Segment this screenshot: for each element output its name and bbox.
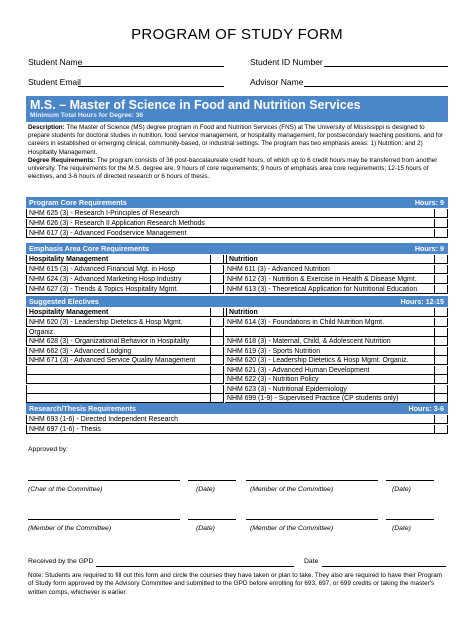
table-row xyxy=(26,265,448,274)
course-checkbox[interactable] xyxy=(210,308,224,317)
course-checkbox[interactable] xyxy=(434,255,448,264)
table-row xyxy=(26,308,448,317)
member2-signature-line[interactable] xyxy=(28,519,180,520)
table-row xyxy=(26,219,448,228)
elective-nutrition-course: NHM 699 (1-9) - Supervised Practice (CP students only) xyxy=(225,394,435,403)
member2-date-label: (Date) xyxy=(196,525,215,532)
course-checkbox[interactable] xyxy=(434,375,448,384)
chair-date-line[interactable] xyxy=(188,480,236,481)
program-title: M.S. – Master of Science in Food and Nutrition Services xyxy=(30,98,361,112)
student-id-field[interactable] xyxy=(324,66,448,67)
table-row xyxy=(26,209,448,218)
course-checkbox[interactable] xyxy=(210,394,224,403)
course-checkbox[interactable] xyxy=(434,318,448,327)
received-signature-line[interactable] xyxy=(96,566,294,567)
member3-signature-line[interactable] xyxy=(246,519,378,520)
member1-signature-line[interactable] xyxy=(246,480,378,481)
course-checkbox[interactable] xyxy=(210,337,224,346)
course-checkbox[interactable] xyxy=(434,366,448,375)
chair-label: (Chair of the Committee) xyxy=(28,486,103,493)
elective-nutrition-course: NHM 618 (3) - Maternal, Child, & Adolescent Nutrition xyxy=(225,337,435,346)
student-email-label: Student Email xyxy=(28,77,81,87)
research-course: NHM 697 (1-6) - Thesis xyxy=(27,425,435,434)
emphasis-hours: Hours: 9 xyxy=(414,244,444,253)
research-course: NHM 693 (1-6) - Directed Independent Research xyxy=(27,415,435,424)
advisor-name-field[interactable] xyxy=(304,86,448,87)
table-row xyxy=(26,415,448,424)
course-checkbox[interactable] xyxy=(434,308,448,317)
core-course: NHM 617 (3) - Advanced Foodservice Management xyxy=(27,229,435,238)
table-row xyxy=(26,375,448,384)
elective-nutrition-course: NHM 623 (3) - Nutritional Epidemiology xyxy=(225,385,435,394)
student-name-field[interactable] xyxy=(78,66,224,67)
course-checkbox[interactable] xyxy=(434,425,448,434)
course-checkbox[interactable] xyxy=(434,229,448,238)
course-checkbox[interactable] xyxy=(434,337,448,346)
page-title: PROGRAM OF STUDY FORM xyxy=(131,26,343,43)
chair-date-label: (Date) xyxy=(196,486,215,493)
elective-nutrition-course: NHM 620 (3) - Leadership Dietetics & Hosp Mgmt. Organiz. xyxy=(225,356,435,365)
elective-hosp-course xyxy=(27,394,211,403)
member3-date-line[interactable] xyxy=(386,519,434,520)
emphasis-col-nutrition: Nutrition xyxy=(227,255,435,264)
min-hours: Minimum Total Hours for Degree: 36 xyxy=(30,112,144,119)
program-banner xyxy=(26,96,448,122)
course-checkbox[interactable] xyxy=(210,275,224,284)
electives-col-nutrition: Nutrition xyxy=(227,308,435,317)
received-label: Received by the GPD xyxy=(28,558,94,565)
emphasis-title: Emphasis Area Core Requirements xyxy=(29,244,149,253)
chair-signature-line[interactable] xyxy=(28,480,180,481)
course-checkbox[interactable] xyxy=(434,285,448,294)
program-description xyxy=(28,124,448,181)
elective-hosp-course: NHM 628 (3) - Organizational Behavior in Hospitality xyxy=(27,337,211,346)
research-hours: Hours: 3-6 xyxy=(408,404,444,413)
core-course: NHM 626 (3) - Research II Application Research Methods xyxy=(27,219,435,228)
elective-hosp-course: NHM 671 (3) - Advanced Service Quality Management xyxy=(27,356,211,365)
table-row xyxy=(26,394,448,403)
table-row xyxy=(26,347,448,356)
elective-nutrition-course xyxy=(225,328,435,337)
table-row xyxy=(26,275,448,284)
course-checkbox[interactable] xyxy=(434,385,448,394)
emphasis-col-hosp: Hospitality Management xyxy=(27,255,227,264)
course-checkbox[interactable] xyxy=(434,219,448,228)
course-checkbox[interactable] xyxy=(210,366,224,375)
elective-hosp-course xyxy=(27,366,211,375)
table-row xyxy=(26,328,448,337)
member1-date-label: (Date) xyxy=(392,486,411,493)
emphasis-hosp-course: NHM 624 (3) - Advanced Marketing Hosp Industry xyxy=(27,275,211,284)
elective-hosp-course xyxy=(27,385,211,394)
course-checkbox[interactable] xyxy=(434,328,448,337)
table-row xyxy=(26,425,448,434)
table-row xyxy=(26,229,448,238)
course-checkbox[interactable] xyxy=(210,255,224,264)
course-checkbox[interactable] xyxy=(434,265,448,274)
elective-nutrition-course: NHM 619 (3) - Sports Nutrition xyxy=(225,347,435,356)
table-row xyxy=(26,356,448,365)
received-date-label: Date xyxy=(304,558,319,565)
elective-nutrition-course: NHM 621 (3) - Advanced Human Development xyxy=(225,366,435,375)
course-checkbox[interactable] xyxy=(434,209,448,218)
approved-by-label: Approved by: xyxy=(28,446,69,453)
table-row xyxy=(26,318,448,327)
description-label: Description: xyxy=(28,124,65,131)
core-course: NHM 625 (3) - Research I-Principles of Research xyxy=(27,209,435,218)
course-checkbox[interactable] xyxy=(434,356,448,365)
elective-hosp-course: NHM 662 (3) - Advanced Lodging xyxy=(27,347,211,356)
emphasis-section-header xyxy=(26,243,448,254)
electives-col-hosp: Hospitality Management xyxy=(27,308,227,317)
electives-section-header xyxy=(26,296,448,307)
member1-label: (Member of the Committee) xyxy=(250,486,334,493)
electives-title: Suggested Electives xyxy=(29,297,99,306)
course-checkbox[interactable] xyxy=(210,385,224,394)
emphasis-nutrition-course: NHM 611 (3) - Advanced Nutrition xyxy=(225,265,435,274)
core-section-header xyxy=(26,197,448,208)
student-name-label: Student Name xyxy=(28,57,83,67)
footer-note: Note: Students are required to fill out this form and circle the courses they have taken or plan to take. They also are required to have their Program of Study form approved by the Advisory Committee and submitted to the GPD before enrolling for 693, 697, or 699 credits or taking the master's written comps, whichever is earlier. xyxy=(28,572,443,596)
student-id-label: Student ID Number xyxy=(250,57,323,67)
core-title: Program Core Requirements xyxy=(29,198,127,207)
emphasis-hosp-course: NHM 615 (3) - Advanced Financial Mgt. in Hosp xyxy=(27,265,211,274)
research-title: Research/Thesis Requirements xyxy=(29,404,137,413)
course-checkbox[interactable] xyxy=(210,328,224,337)
course-checkbox[interactable] xyxy=(434,415,448,424)
emphasis-nutrition-course: NHM 613 (3) - Theoretical Application for Nutritional Education xyxy=(225,285,435,294)
course-checkbox[interactable] xyxy=(434,275,448,284)
table-row xyxy=(26,337,448,346)
elective-hosp-course: NHM 620 (3) - Leadership Dietetics & Hosp Mgmt. xyxy=(27,318,211,327)
electives-hours: Hours: 12-15 xyxy=(400,297,444,306)
member3-label: (Member of the Committee) xyxy=(250,525,334,532)
course-checkbox[interactable] xyxy=(210,265,224,274)
description-text: The Master of Science (MS) degree program in Food and Nutrition Services (FNS) at The University of Mississippi is designed to prepare students for doctoral studies in nutrition, food service management, or hospitality management, for postsecondary teaching positions, and for careers in established or emerging clinical, community-based, or industrial settings. The program has two emphasis areas: 1) Nutrition; and 2) Hospitality Management. xyxy=(28,124,444,156)
member3-date-label: (Date) xyxy=(392,525,411,532)
elective-nutrition-course: NHM 614 (3) - Foundations in Child Nutrition Mgmt. xyxy=(225,318,435,327)
received-date-line[interactable] xyxy=(322,566,446,567)
table-row xyxy=(26,366,448,375)
course-checkbox[interactable] xyxy=(210,285,224,294)
student-email-field[interactable] xyxy=(78,86,224,87)
table-row xyxy=(26,285,448,294)
course-checkbox[interactable] xyxy=(434,394,448,403)
elective-hosp-course: Organiz. xyxy=(27,328,211,337)
member1-date-line[interactable] xyxy=(386,480,434,481)
requirements-text: The program consists of 36 post-baccalaureate credit hours, of which up to 6 credit hours may be transferred from another university. The requirements for the M.S. degree are: 9 hours of core requirements; 9 hours of emphasis area core requirements; 12-15 hours of electives, and 3-6 hours of directed research or 6 hours of thesis. xyxy=(28,156,438,181)
requirements-label: Degree Requirements: xyxy=(28,156,96,164)
emphasis-nutrition-course: NHM 612 (3) - Nutrition & Exercise in Health & Disease Mgmt. xyxy=(225,275,435,284)
course-checkbox[interactable] xyxy=(210,375,224,384)
research-section-header xyxy=(26,403,448,414)
table-row xyxy=(26,385,448,394)
course-checkbox[interactable] xyxy=(210,318,224,327)
emphasis-hosp-course: NHM 627 (3) - Trends & Topics Hospitality Mgmt. xyxy=(27,285,211,294)
table-row xyxy=(26,255,448,264)
core-hours: Hours: 9 xyxy=(414,198,444,207)
course-checkbox[interactable] xyxy=(434,347,448,356)
member2-label: (Member of the Committee) xyxy=(28,525,112,532)
member2-date-line[interactable] xyxy=(188,519,236,520)
course-checkbox[interactable] xyxy=(210,347,224,356)
elective-nutrition-course: NHM 622 (3) - Nutrition Policy xyxy=(225,375,435,384)
advisor-name-label: Advisor Name xyxy=(250,77,304,87)
elective-hosp-course xyxy=(27,375,211,384)
course-checkbox[interactable] xyxy=(210,356,224,365)
